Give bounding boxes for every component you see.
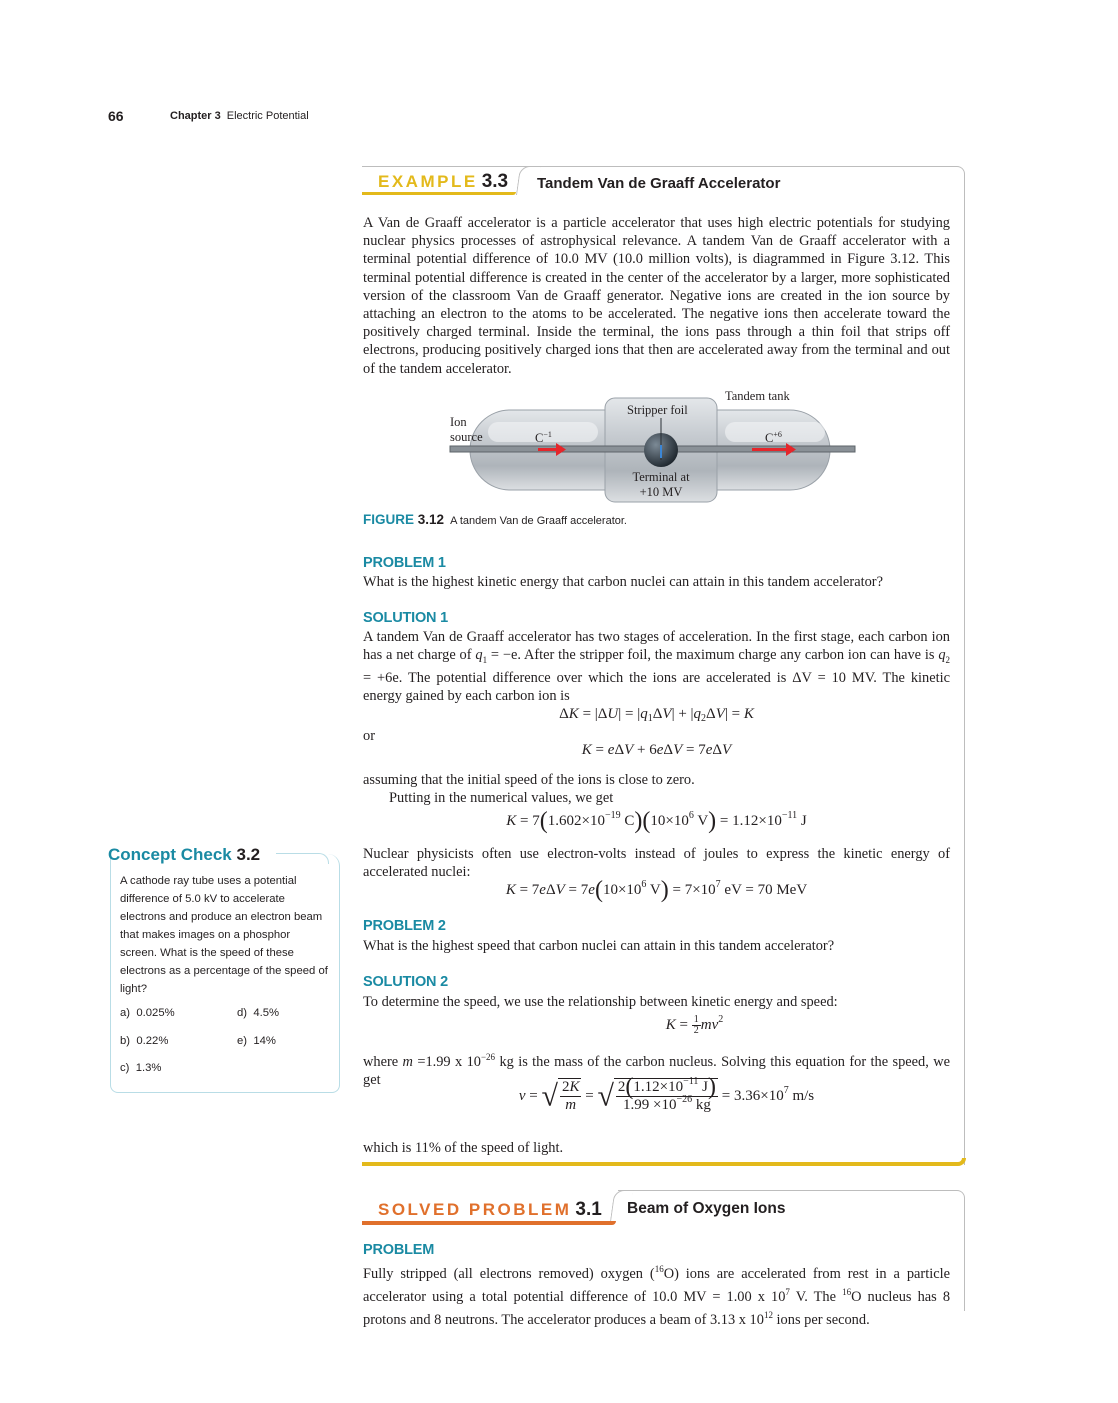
option-e[interactable]: e) 14% bbox=[237, 1035, 276, 1047]
example-title: Tandem Van de Graaff Accelerator bbox=[537, 175, 781, 192]
solution-1-ev-paragraph: Nuclear physicists often use electron-volts instead of joules to express the kinetic energy of accelerated nuclei: bbox=[363, 846, 950, 881]
equation-speed: v = √ $\frac{2K}{m}$ = √ $\frac{2(1.12\times 10^{-11} J)}{1.99 \times 10^{-26} kg}$ = $3.36\times 10^7$ m/s bbox=[518, 1074, 815, 1113]
figure-caption-text: A tandem Van de Graaff accelerator. bbox=[450, 515, 627, 527]
example-box-bottom-border bbox=[362, 1158, 966, 1166]
solved-problem-label: SOLVED PROBLEM 3.1 bbox=[378, 1199, 602, 1220]
solved-problem-title: Beam of Oxygen Ions bbox=[627, 1200, 786, 1217]
problem-1-heading: PROBLEM 1 bbox=[363, 555, 446, 571]
solution-2-intro: To determine the speed, we use the relationship between kinetic energy and speed: bbox=[363, 994, 838, 1010]
label-terminal: Terminal at +10 MV bbox=[632, 470, 690, 499]
chapter-title: Electric Potential bbox=[226, 110, 309, 122]
concept-check-top-border bbox=[276, 853, 329, 864]
concept-check-number: 3.2 bbox=[236, 845, 261, 864]
solved-problem-heading: PROBLEM bbox=[363, 1242, 435, 1258]
problem-2-text: What is the highest speed that carbon nuclei can attain in this tandem accelerator? bbox=[363, 938, 835, 954]
concept-check-title: Concept Check 3.2 bbox=[108, 845, 261, 864]
label-tandem-tank: Tandem tank bbox=[725, 389, 790, 403]
label-c-minus: $C^{-1}$ bbox=[535, 430, 552, 446]
label-c-plus: $C^{+6}$ bbox=[765, 430, 782, 446]
solved-problem-underline bbox=[362, 1221, 616, 1225]
page-number: 66 bbox=[108, 108, 124, 124]
figure-caption bbox=[363, 512, 627, 527]
label-ion-source: Ion source bbox=[450, 415, 483, 444]
equation-k-ev: $K = 7e\Delta V = 7e(10\times 10^6$ $V) = 7\times 10^7$ eV = 70 MeV bbox=[505, 877, 808, 903]
solved-problem-number: 3.1 bbox=[575, 1199, 602, 1220]
solution-2-heading: SOLUTION 2 bbox=[363, 974, 449, 990]
solution-1-paragraph: A tandem Van de Graaff accelerator has two stages of acceleration. In the first stage, each carbon ion has a net charge of $q_1 = -e$. After the stripper foil, the maximum charge any carbon ion can have is $q_2 = +6e$. The potential difference over which the ions are accelerated is ΔV = 10 MV. The kinetic energy gained by each carbon ion is bbox=[363, 629, 951, 705]
option-d[interactable]: d) 4.5% bbox=[237, 1007, 280, 1019]
equation-delta-k: $\Delta K = |\Delta U| = |q_1\Delta V| + |q_2\Delta V| = K$ bbox=[559, 706, 754, 724]
problem-2-heading: PROBLEM 2 bbox=[363, 918, 446, 934]
figure-number: 3.12 bbox=[417, 512, 445, 527]
example-underline bbox=[362, 192, 516, 195]
concept-check-question: A cathode ray tube uses a potential difference of 5.0 kV to accelerate electrons and produce an electron beam that makes images on a phosphor screen. What is the speed of these electrons as a percentage of the speed of light? bbox=[120, 875, 328, 995]
example-number: 3.3 bbox=[481, 171, 509, 192]
equation-kinetic-energy: K = $\frac{1}{2}$ $mv^2$ bbox=[665, 1013, 724, 1036]
equation-k-joules: $K = 7(1.602\times 10^{-19}$ $C)(10\times 10^6$ $V) = 1.12\times 10^{-11}$ J bbox=[506, 808, 807, 834]
option-a[interactable]: a) 0.025% bbox=[120, 1007, 175, 1019]
solution-2-mass-paragraph: where m =1.99 x $10^{-26}$ kg is the mass of the carbon nucleus. Solving this equation for the speed, we get bbox=[363, 1052, 950, 1088]
solved-problem-text: Fully stripped (all electrons removed) oxygen ($^{16}$O) ions are accelerated from rest in a particle accelerator using a total potential difference of 10.0 MV = 1.00 x $10^7$ V. The $^{16}$O nucleus has 8 protons and 8 neutrons. The accelerator produces a beam of 3.13 x $10^{12}$ ions per second. bbox=[363, 1264, 951, 1328]
solution-2-conclusion: which is 11% of the speed of light. bbox=[363, 1140, 564, 1156]
example-intro: A Van de Graaff accelerator is a particle accelerator that uses high electric potentials for studying nuclear physics processes of astrophysical relevance. A tandem Van de Graaff accelerator with a terminal potential difference of 10.0 MV (10.0 million volts), is diagrammed in Figure 3.12. This terminal potential difference is created in the center of the accelerator by a larger, more sophisticated version of the classroom Van de Graaff generator. Negative ions are created in the ion source by attaching an electron to the atoms to be accelerated. The negative ions then accelerate toward the positively charged terminal. Inside the terminal, the ions pass through a thin foil that strips off electrons, producing positively charged ions that then are accelerated away from the terminal and out of the tandem accelerator. bbox=[363, 215, 950, 377]
label-stripper-foil: Stripper foil bbox=[627, 403, 688, 417]
option-c[interactable]: c) 1.3% bbox=[120, 1062, 162, 1074]
problem-1-text: What is the highest kinetic energy that carbon nuclei can attain in this tandem accelerator? bbox=[363, 574, 883, 590]
chapter-label: Chapter 3 bbox=[170, 110, 221, 122]
running-header bbox=[170, 110, 309, 122]
solution-1-heading: SOLUTION 1 bbox=[363, 610, 449, 626]
solution-1-numerical-intro: Putting in the numerical values, we get bbox=[389, 790, 614, 806]
solution-1-assumption: assuming that the initial speed of the ions is close to zero. bbox=[363, 772, 695, 788]
option-b[interactable]: b) 0.22% bbox=[120, 1035, 169, 1047]
or-text: or bbox=[363, 728, 375, 744]
figure-label: FIGURE bbox=[363, 512, 415, 527]
equation-k-sum: K = eΔV + 6eΔV = 7eΔV bbox=[581, 742, 732, 758]
example-label: EXAMPLE 3.3 bbox=[378, 171, 509, 192]
